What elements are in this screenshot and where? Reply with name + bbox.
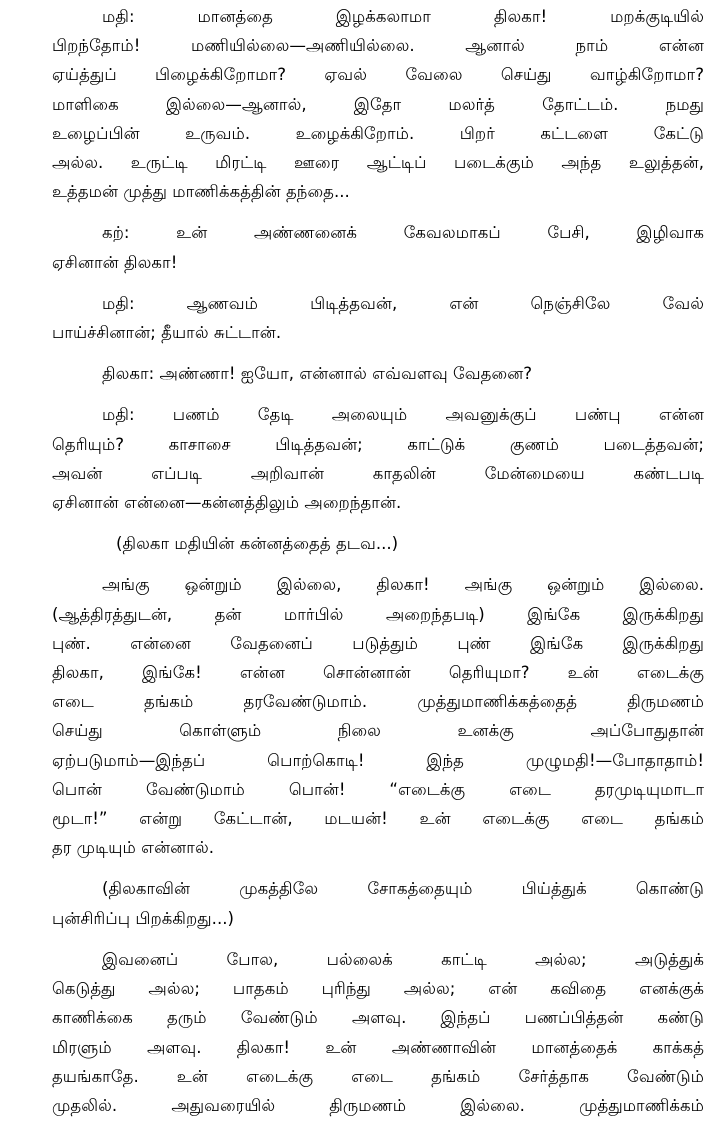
book-page	[52, 2, 704, 1132]
text-line: மதி: மானத்தை இழக்கலாமா திலகா! மறக்குடியில்	[102, 7, 704, 26]
text-line: தர முடியும் என்னால்.	[52, 838, 214, 858]
text-line: பொன் வேண்டுமாம் பொன்! “எடைக்கு எடை தரமுடியுமாடா	[52, 779, 704, 799]
text-line: (ஆத்திரத்துடன், தன் மார்பில் அறைந்தபடி) இங்கே இருக்கிறது	[52, 604, 704, 624]
text-line: ஏசினான் என்னை—கன்னத்திலும் அறைந்தான்.	[52, 493, 402, 513]
text-line: மதி: ஆணவம் பிடித்தவன், என் நெஞ்சிலே வேல்	[102, 293, 704, 313]
text-line: உழைப்பின் உருவம். உழைக்கிறோம். பிறர் கட்டளை கேட்டு	[52, 123, 704, 143]
text-line: உத்தமன் முத்து மாணிக்கத்தின் தந்தை...	[52, 182, 350, 202]
text-line: மூடா!” என்று கேட்டான், மடயன்! உன் எடைக்கு எடை தங்கம்	[52, 809, 704, 829]
text-line: (திலகா மதியின் கன்னத்தைத் தடவ...)	[116, 534, 399, 554]
text-line: எடை தங்கம் தரவேண்டுமாம். முத்துமாணிக்கத்தைத் திருமணம்	[52, 692, 704, 712]
stage-direction	[52, 529, 704, 558]
text-line: மிரளும் அளவு. திலகா! உன் அண்ணாவின் மானத்தைக் காக்கத்	[52, 1037, 704, 1057]
text-line: ஏய்த்துப் பிழைக்கிறோமா? ஏவல் வேலை செய்து வாழ்கிறோமா?	[52, 65, 704, 85]
text-line: ஏற்படுமாம்—இந்தப் பொற்கொடி! இந்த முழுமதி!—போதாதாம்!	[52, 750, 704, 770]
text-line: கற்: உன் அண்ணனைக் கேவலமாகப் பேசி, இழிவாக	[102, 223, 704, 243]
text-line: அல்ல. உருட்டி மிரட்டி ஊரை ஆட்டிப் படைக்கும் அந்த உலுத்தன்,	[52, 153, 704, 173]
text-line: காணிக்கை தரும் வேண்டும் அளவு. இந்தப் பணப்பித்தன் கண்டு	[52, 1008, 704, 1028]
text-line: தயங்காதே. உன் எடைக்கு எடை தங்கம் சேர்த்தாக வேண்டும்	[52, 1066, 704, 1086]
stage-direction	[52, 874, 704, 932]
text-line: பிறந்தோம்! மணியில்லை—அணியில்லை. ஆனால் நாம் என்ன	[52, 36, 704, 56]
text-line: மாளிகை இல்லை—ஆனால், இதோ மலர்த் தோட்டம். நமது	[52, 94, 704, 114]
dialogue-paragraph	[52, 945, 704, 1120]
dialogue-paragraph	[52, 359, 704, 388]
text-line: திலகா, இங்கே! என்ன சொன்னான் தெரியுமா? உன் எடைக்கு	[52, 663, 704, 683]
text-line: அவன் எப்படி அறிவான் காதலின் மேன்மையை கண்டபடி	[52, 463, 704, 483]
text-line: அங்கு ஒன்றும் இல்லை, திலகா! அங்கு ஒன்றும் இல்லை.	[102, 575, 704, 595]
dialogue-paragraph	[52, 570, 704, 862]
dialogue-paragraph	[52, 218, 704, 276]
text-line: (திலகாவின் முகத்திலே சோகத்தையும் பிய்த்துக் கொண்டு	[102, 879, 704, 899]
text-line: புண். என்னை வேதனைப் படுத்தும் புண் இங்கே இருக்கிறது	[52, 633, 704, 653]
text-line: மதி: பணம் தேடி அலையும் அவனுக்குப் பண்பு என்ன	[102, 405, 704, 425]
text-line: முதலில். அதுவரையில் திருமணம் இல்லை. முத்துமாணிக்கம்	[52, 1095, 704, 1115]
text-line: இவனைப் போல, பல்லைக் காட்டி அல்ல; அடுத்துக்	[102, 949, 704, 969]
text-line: செய்து கொள்ளும் நிலை உனக்கு அப்போதுதான்	[52, 721, 704, 741]
text-line: பாய்ச்சினான்; தீயால் சுட்டான்.	[52, 323, 282, 343]
dialogue-paragraph	[52, 289, 704, 347]
text-line: ஏசினான் திலகா!	[52, 252, 178, 272]
text-line: கெடுத்து அல்ல; பாதகம் புரிந்து அல்ல; என் கவிதை எனக்குக்	[52, 979, 704, 999]
text-line: புன்சிரிப்பு பிறக்கிறது...)	[52, 908, 234, 928]
text-line: தெரியும்? காசாசை பிடித்தவன்; காட்டுக் குணம் படைத்தவன்;	[52, 434, 704, 454]
dialogue-paragraph	[52, 400, 704, 517]
dialogue-paragraph	[52, 2, 704, 206]
text-line: திலகா: அண்ணா! ஐயோ, என்னால் எவ்வளவு வேதனை?	[102, 364, 533, 384]
